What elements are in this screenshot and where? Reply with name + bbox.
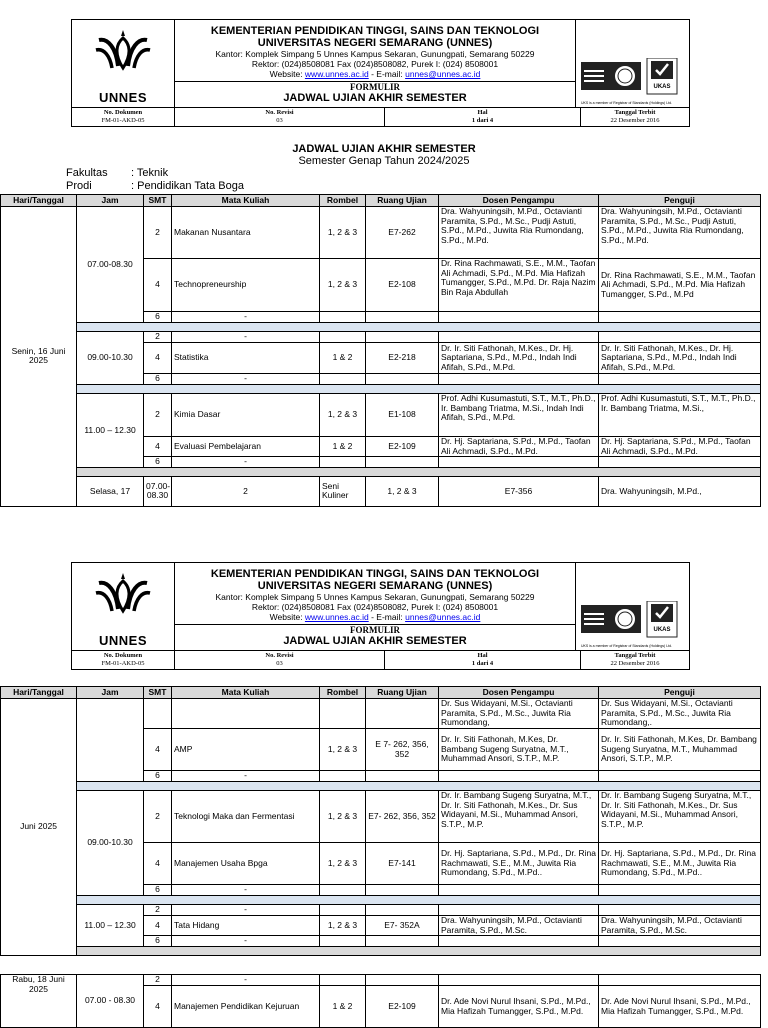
email-link[interactable]: unnes@unnes.ac.id — [405, 612, 481, 622]
faculty-info: Fakultas : Teknik Prodi : Pendidikan Tata Boga — [66, 167, 244, 192]
contact-line: Website: www.unnes.ac.id - E-mail: unnes@unnes.ac.id — [269, 612, 481, 622]
table-row: Rabu, 18 Juni 2025 07.00 - 08.30 2 - — [1, 975, 761, 986]
svg-text:UKAS: UKAS — [653, 627, 671, 633]
svg-text:UKAS: UKAS — [653, 84, 671, 90]
table-row: 11.00 – 12.30 2 - — [1, 905, 761, 916]
table-row: 6 - — [1, 374, 761, 385]
unnes-logo: UNNES — [72, 563, 175, 650]
table-row: Selasa, 17 07.00-08.30 2 Seni Kuliner 1, 2 & 3 E7-356 Dra. Wahyuningsih, M.Pd., — [1, 477, 761, 507]
website-link[interactable]: www.unnes.ac.id — [304, 69, 369, 79]
schedule-table-page2 — [0, 686, 761, 956]
schedule-subtitle: Semester Genap Tahun 2024/2025 — [298, 155, 470, 167]
table-row: 4 Statistika 1 & 2 E2-218 Dr. Ir. Siti Fathonah, M.Kes., Dr. Hj. Saptariana, S.Pd., M.Pd., Indah Indi Afifah, S.Pd., M.Pd. Dr. Ir. Siti Fathonah, M.Kes., Dr. Hj. Saptariana, S.Pd., M.Pd., Indah Indi Afifah, S.Pd., M.Pd. — [1, 343, 761, 374]
certification-logos: UKAS UKS is a member of Registrar of Standards (Holdings) Ltd. — [575, 20, 689, 107]
unnes-logo: UNNES — [72, 20, 175, 107]
table-row: Senin, 16 Juni 2025 07.00-08.30 2 Makanan Nusantara 1, 2 & 3 E7-262 Dra. Wahyuningsih, M.Pd., Octavianti Paramita, S.Pd., M.Sc., Pudji Astuti, S.Pd., M.Pd., Juwita Ria Rumondang, S.Pd., M.Pd. Dra. Wahyuningsih, M.Pd., Octavianti Paramita, S.Pd., M.Sc., Pudji Astuti, S.Pd., M.Pd., Juwita Ria Rumondang, S.Pd., M.Pd. — [1, 207, 761, 259]
table-row: 4 Technopreneurship 1, 2 & 3 E2-108 Dr. Rina Rachmawati, S.E., M.M., Taofan Ali Achmadi, S.Pd., M.Pd. Mia Hafizah Tumangger, S.Pd., M.Pd. Dr. Raja Nazim Bin Raja Abdullah Dr. Rina Rachmawati, S.E., M.M., Taofan Ali Achmadi, S.Pd., M.Pd. Mia Hafizah Tumangger, S.Pd., M.Pd — [1, 259, 761, 312]
university-name: UNIVERSITAS NEGERI SEMARANG (UNNES) — [257, 37, 493, 49]
table-row: 4 Manajemen Pendidikan Kejuruan 1 & 2 E2-109 Dr. Ade Novi Nurul Ihsani, S.Pd., M.Pd., Mia Hafizah Tumangger, S.Pd., M.Pd. Dr. Ade Novi Nurul Ihsani, S.Pd., M.Pd., Mia Hafizah Tumangger, S.Pd., M.Pd. — [1, 986, 761, 1028]
table-row: 09.00-10.30 2 - — [1, 332, 761, 343]
table-header-row: Hari/Tanggal Jam SMT Mata Kuliah Rombel Ruang Ujian Dosen Pengampu Penguji — [1, 195, 761, 207]
unnes-emblem-icon — [94, 571, 152, 615]
separator-row — [1, 468, 761, 477]
form-header-page2: UNNES KEMENTERIAN PENDIDIKAN TINGGI, SAINS DAN TEKNOLOGI UNIVERSITAS NEGERI SEMARANG (UNNES) Kantor: Komplek Simpang 5 Unnes Kampus Sekaran, Gunungpati, Semarang 50229 Rektor: (024)8508081 Fax (024)8508082, Purek I: (024) 8508001 Website: www.unnes.ac.id - E-mail: unnes@unnes.ac.id FORMULIR JADWAL UJIAN AKHIR SEMESTER UKAS UKS is a member of Registrar of Standards (Holdings) Ltd. No. Dokumen FM-01-AKD-05 No. Revisi 03 Hal 1 dari 4 Tanggal Terbit 22 Desember 2016 — [71, 562, 690, 670]
address: Kantor: Komplek Simpang 5 Unnes Kampus Sekaran, Gunungpati, Semarang 50229 — [215, 49, 535, 59]
formulir-label: FORMULIR — [175, 81, 575, 92]
schedule-table-page2-rabu — [0, 974, 761, 1028]
university-name: UNIVERSITAS NEGERI SEMARANG (UNNES) — [257, 580, 493, 592]
table-row: 6 - — [1, 936, 761, 947]
table-row: 6 - — [1, 885, 761, 896]
separator-row — [1, 323, 761, 332]
form-title: JADWAL UJIAN AKHIR SEMESTER — [283, 635, 467, 647]
schedule-title: JADWAL UJIAN AKHIR SEMESTER — [292, 143, 476, 155]
table-row: Juni 2025 Dr. Sus Widayani, M.Si., Octavianti Paramita, S.Pd., M.Sc., Juwita Ria Rumondang, Dr. Sus Widayani, M.Si., Octavianti Paramita, S.Pd., M.Sc., Juwita Ria Rumondang,. — [1, 699, 761, 729]
separator-row — [1, 947, 761, 956]
table-row: 6 - — [1, 457, 761, 468]
unnes-emblem-icon — [94, 28, 152, 72]
formulir-label: FORMULIR — [175, 624, 575, 635]
phone: Rektor: (024)8508081 Fax (024)8508082, Purek I: (024) 8508001 — [251, 59, 499, 69]
phone: Rektor: (024)8508081 Fax (024)8508082, Purek I: (024) 8508001 — [251, 602, 499, 612]
table-header-row: Hari/Tanggal Jam SMT Mata Kuliah Rombel Ruang Ujian Dosen Pengampu Penguji — [1, 687, 761, 699]
email-link[interactable]: unnes@unnes.ac.id — [405, 69, 481, 79]
address: Kantor: Komplek Simpang 5 Unnes Kampus Sekaran, Gunungpati, Semarang 50229 — [215, 592, 535, 602]
table-row: 4 Manajemen Usaha Bpga 1, 2 & 3 E7-141 Dr. Hj. Saptariana, S.Pd., M.Pd., Dr. Rina Rachmawati, S.E., M.M., Juwita Ria Rumondang, S.Pd., M.Pd.. Dr. Hj. Saptariana, S.Pd., M.Pd., Dr. Rina Rachmawati, S.E., M.M., Juwita Ria Rumondang, S.Pd., M.Pd.. — [1, 843, 761, 885]
table-row: 4 AMP 1, 2 & 3 E 7- 262, 356, 352 Dr. Ir. Siti Fathonah, M.Kes, Dr. Bambang Sugeng Suryatna, M.T., Muhammad Ansori, S.T.P., M.P. Dr. Ir. Siti Fathonah, M.Kes, Dr. Bambang Sugeng Suryatna, M.T., Muhammad Ansori, S.T.P., M.P. — [1, 729, 761, 771]
table-row: 11.00 – 12.30 2 Kimia Dasar 1, 2 & 3 E1-108 Prof. Adhi Kusumastuti, S.T., M.T., Ph.D., Ir. Bambang Triatma, M.Si., Indah Indi Afifah, S.Pd., M.Pd. Prof. Adhi Kusumastuti, S.T., M.T., Ph.D., Ir. Bambang Triatma, M.Si., — [1, 394, 761, 437]
certification-badge-icon — [581, 58, 679, 96]
contact-line: Website: www.unnes.ac.id - E-mail: unnes@unnes.ac.id — [269, 69, 481, 79]
table-row: 4 Tata Hidang 1, 2 & 3 E7- 352A Dra. Wahyuningsih, M.Pd., Octavianti Paramita, S.Pd., M.Sc. Dra. Wahyuningsih, M.Pd., Octavianti Paramita, S.Pd., M.Sc. — [1, 916, 761, 936]
ministry-name: KEMENTERIAN PENDIDIKAN TINGGI, SAINS DAN TEKNOLOGI — [210, 25, 540, 37]
table-row: 4 Evaluasi Pembelajaran 1 & 2 E2-109 Dr. Hj. Saptariana, S.Pd., M.Pd., Taofan Ali Achmadi, S.Pd., M.Pd. Dr. Hj. Saptariana, S.Pd., M.Pd., Taofan Ali Achmadi, S.Pd., M.Pd. — [1, 437, 761, 457]
separator-row — [1, 385, 761, 394]
ministry-name: KEMENTERIAN PENDIDIKAN TINGGI, SAINS DAN TEKNOLOGI — [210, 568, 540, 580]
website-link[interactable]: www.unnes.ac.id — [304, 612, 369, 622]
separator-row — [1, 896, 761, 905]
separator-row — [1, 782, 761, 791]
form-title: JADWAL UJIAN AKHIR SEMESTER — [283, 92, 467, 104]
schedule-table-page1 — [0, 194, 761, 507]
form-header: UNNES KEMENTERIAN PENDIDIKAN TINGGI, SAINS DAN TEKNOLOGI UNIVERSITAS NEGERI SEMARANG (UNNES) Kantor: Komplek Simpang 5 Unnes Kampus Sekaran, Gunungpati, Semarang 50229 Rektor: (024)8508081 Fax (024)8508082, Purek I: (024) 8508001 Website: www.unnes.ac.id - E-mail: unnes@unnes.ac.id FORMULIR JADWAL UJIAN AKHIR SEMESTER UKAS UKS is a member of Registrar of Standards (Holdings) Ltd. No. Dokumen FM-01-AKD-05 No. Revisi 03 Hal 1 dari 4 Tanggal Terbit 22 Desember 2016 — [71, 19, 690, 127]
table-row: 6 - — [1, 312, 761, 323]
certification-badge-icon — [581, 601, 679, 639]
table-row: 6 - — [1, 771, 761, 782]
table-row: 09.00-10.30 2 Teknologi Maka dan Fermentasi 1, 2 & 3 E7- 262, 356, 352 Dr. Ir. Bambang Sugeng Suryatna, M.T., Dr. Ir. Siti Fathonah, M.Kes., Dr. Sus Widayani, M.Si., Muhammad Ansori, S.T.P., M.P. Dr. Ir. Bambang Sugeng Suryatna, M.T., Dr. Ir. Siti Fathonah, M.Kes., Dr. Sus Widayani, M.Si., Muhammad Ansori, S.T.P., M.P. — [1, 791, 761, 843]
certification-logos: UKAS UKS is a member of Registrar of Standards (Holdings) Ltd. — [575, 563, 689, 650]
